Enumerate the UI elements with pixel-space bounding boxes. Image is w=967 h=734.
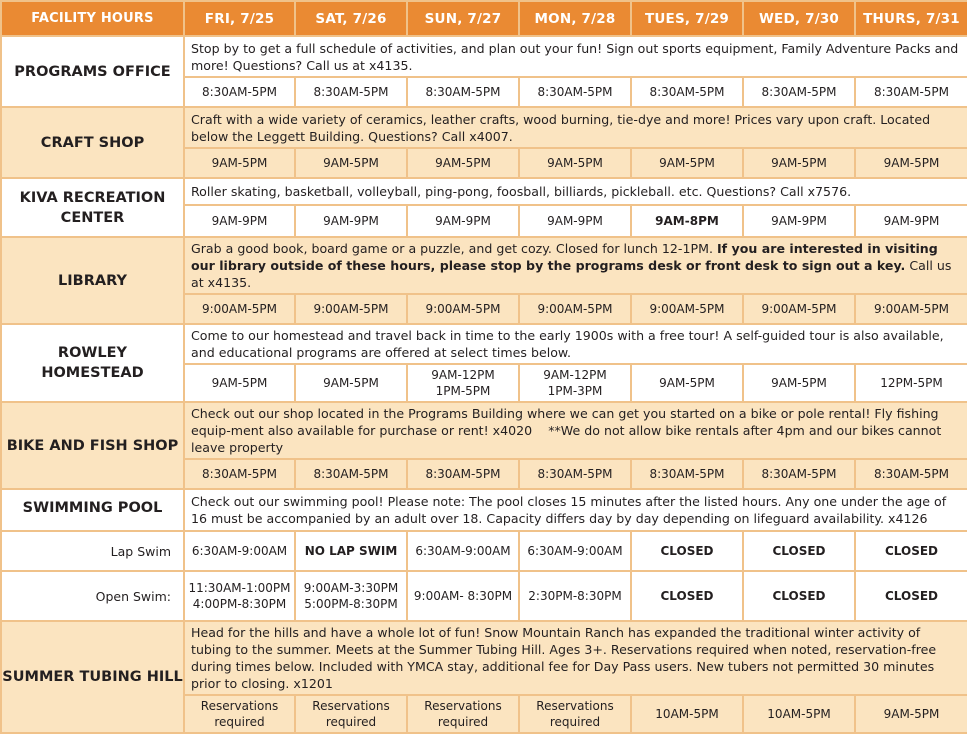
facility-description: Head for the hills and have a whole lot of fun! Snow Mountain Ranch has expanded the traditional winter activity of tubing to the summer. Meets at the Summer Tubing Hill. Ages 3+. Reservations required when noted, reservation-free during times below. Included with YMCA stay, additional fee for Day Pass users. New tubers not permitted 30 minutes prior to closing. x1201: [184, 621, 967, 695]
craft-desc-row: [1, 107, 967, 148]
hours-cell: 9:00AM-5PM: [631, 294, 743, 324]
hours-cell: 9:00AM-5PM: [407, 294, 519, 324]
hours-cell: CLOSED: [743, 531, 855, 571]
hours-line: required: [325, 715, 377, 729]
hours-cell: 8:30AM-5PM: [743, 459, 855, 489]
hours-cell: 9AM-9PM: [184, 205, 295, 237]
hours-cell: 9:00AM-5PM: [743, 294, 855, 324]
hours-cell: [855, 571, 967, 621]
hours-cell: 9AM-9PM: [407, 205, 519, 237]
hours-line: 9AM-12PM: [543, 368, 607, 382]
facility-description: Stop by to get a full schedule of activities, and plan out your fun! Sign out sports equipment, Family Adventure Packs and more! Questions? Call us at x4135.: [184, 36, 967, 77]
facility-description: [184, 402, 967, 459]
hours-line: Reservations: [536, 699, 614, 713]
hours-cell: [407, 695, 519, 733]
hours-line: 10AM-5PM: [655, 707, 719, 721]
facility-name: BIKE AND FISH SHOP: [1, 402, 184, 489]
hours-line: required: [549, 715, 601, 729]
hours-cell: 9AM-5PM: [519, 148, 631, 178]
kiva-desc-row: [1, 178, 967, 205]
facility-name: SUMMER TUBING HILL: [1, 621, 184, 733]
hours-cell: [743, 364, 855, 402]
hours-cell: CLOSED: [631, 531, 743, 571]
hours-cell: 6:30AM-9:00AM: [407, 531, 519, 571]
hours-cell: [407, 571, 519, 621]
header-day: MON, 7/28: [519, 1, 631, 36]
hours-line: Reservations: [312, 699, 390, 713]
hours-cell: NO LAP SWIM: [295, 531, 407, 571]
hours-cell: 9AM-5PM: [743, 148, 855, 178]
description-text: Call us at x4135.: [191, 258, 952, 290]
description-emphasis: If you are interested in visiting our library outside of these hours, please stop by the programs desk or front desk to sign out a key.: [191, 241, 938, 273]
hours-line: Reservations: [200, 699, 279, 713]
header-day: WED, 7/30: [743, 1, 855, 36]
description-text: Check out our shop located in the Programs Building where we can get you started on a bike or pole rental! Fly fishing equip-ment also available for purchase or rent! x4020: [191, 406, 939, 438]
hours-cell: 8:30AM-5PM: [407, 77, 519, 107]
hours-line: 9AM-5PM: [771, 376, 827, 390]
hours-line: 9:00AM- 8:30PM: [413, 589, 513, 603]
header-day: TUES, 7/29: [631, 1, 743, 36]
pool-desc-row: [1, 489, 967, 531]
hours-line: 5:00PM-8:30PM: [304, 597, 398, 611]
hours-cell: 9AM-8PM: [631, 205, 743, 237]
lap-swim-label: Lap Swim: [1, 531, 184, 571]
hours-cell: [407, 364, 519, 402]
hours-line: CLOSED: [660, 589, 714, 603]
hours-cell: 9AM-5PM: [855, 148, 967, 178]
hours-cell: [743, 695, 855, 733]
hours-cell: 8:30AM-5PM: [631, 77, 743, 107]
hours-line: 9AM-12PM: [431, 368, 495, 382]
hours-cell: 8:30AM-5PM: [407, 459, 519, 489]
hours-cell: 8:30AM-5PM: [295, 459, 407, 489]
hours-line: 1PM-5PM: [435, 384, 491, 398]
hours-line: 4:00PM-8:30PM: [192, 597, 287, 611]
description-text: **We do not allow bike rentals after 4pm and our bikes cannot leave property: [191, 423, 942, 455]
header-day: FRI, 7/25: [184, 1, 295, 36]
facility-description: Craft with a wide variety of ceramics, leather crafts, wood burning, tie-dye and more! Prices vary upon craft. Located below the Leggett Building. Questions? Call x4007.: [184, 107, 967, 148]
hours-cell: 9AM-9PM: [743, 205, 855, 237]
library-desc-row: [1, 237, 967, 294]
hours-line: CLOSED: [772, 589, 826, 603]
facility-name-line: HOMESTEAD: [41, 365, 144, 381]
hours-line: required: [214, 715, 265, 729]
tubing-desc-row: [1, 621, 967, 695]
hours-cell: 9AM-9PM: [855, 205, 967, 237]
hours-cell: [631, 364, 743, 402]
facility-description: Check out our swimming pool! Please note: The pool closes 15 minutes after the listed hours. Any one under the age of 16 must be accompanied by an adult over 18. Capacity differs day by day depending on lifeguard availability. x4126: [184, 489, 967, 531]
hours-cell: [184, 364, 295, 402]
description-text: Grab a good book, board game or a puzzle, and get cozy. Closed for lunch 12-1PM.: [191, 241, 713, 256]
hours-line: 11:30AM-1:00PM: [188, 581, 291, 595]
hours-cell: [184, 571, 295, 621]
pool-lap-row: [1, 531, 967, 571]
hours-cell: 9AM-5PM: [407, 148, 519, 178]
hours-cell: 8:30AM-5PM: [743, 77, 855, 107]
hours-cell: 8:30AM-5PM: [519, 459, 631, 489]
hours-cell: 9AM-5PM: [184, 148, 295, 178]
facility-name: [1, 178, 184, 237]
hours-cell: [519, 695, 631, 733]
hours-cell: 9AM-9PM: [295, 205, 407, 237]
open-swim-label: Open Swim:: [1, 571, 184, 621]
hours-line: 2:30PM-8:30PM: [528, 589, 622, 603]
hours-cell: [295, 695, 407, 733]
hours-cell: 9AM-5PM: [631, 148, 743, 178]
header-day: SAT, 7/26: [295, 1, 407, 36]
bike-desc-row: [1, 402, 967, 459]
hours-cell: 8:30AM-5PM: [184, 77, 295, 107]
pool-open-row: [1, 571, 967, 621]
hours-line: CLOSED: [884, 589, 939, 603]
header-day: THURS, 7/31: [855, 1, 967, 36]
hours-line: 1PM-3PM: [547, 384, 603, 398]
hours-line: 9:00AM-3:30PM: [303, 581, 399, 595]
programs-desc-row: [1, 36, 967, 77]
hours-cell: 9:00AM-5PM: [184, 294, 295, 324]
hours-line: 9AM-5PM: [883, 707, 940, 721]
facility-description: Come to our homestead and travel back in time to the early 1900s with a free tour! A self-guided tour is also available, and educational programs are offered at select times below.: [184, 324, 967, 364]
hours-cell: [295, 571, 407, 621]
facility-name: PROGRAMS OFFICE: [1, 36, 184, 107]
hours-line: 12PM-5PM: [880, 376, 943, 390]
hours-cell: [295, 364, 407, 402]
hours-cell: [184, 695, 295, 733]
header-row: [1, 1, 967, 36]
hours-cell: 9:00AM-5PM: [519, 294, 631, 324]
hours-cell: 8:30AM-5PM: [631, 459, 743, 489]
facility-name: CRAFT SHOP: [1, 107, 184, 178]
facility-name: SWIMMING POOL: [1, 489, 184, 531]
facility-name-line: ROWLEY: [57, 345, 128, 361]
hours-cell: 8:30AM-5PM: [855, 77, 967, 107]
hours-cell: [519, 364, 631, 402]
facility-name-line: KIVA RECREATION: [19, 189, 166, 206]
hours-line: 10AM-5PM: [767, 707, 831, 721]
hours-cell: 6:30AM-9:00AM: [519, 531, 631, 571]
facility-name-line: CENTER: [60, 209, 125, 226]
facility-name: LIBRARY: [1, 237, 184, 324]
hours-line: 9AM-5PM: [323, 376, 379, 390]
hours-cell: 8:30AM-5PM: [184, 459, 295, 489]
hours-cell: [631, 571, 743, 621]
hours-cell: 9AM-9PM: [519, 205, 631, 237]
hours-cell: [855, 695, 967, 733]
hours-cell: 9:00AM-5PM: [855, 294, 967, 324]
hours-cell: 9AM-5PM: [295, 148, 407, 178]
hours-line: Reservations: [424, 699, 502, 713]
rowley-desc-row: [1, 324, 967, 364]
hours-cell: 8:30AM-5PM: [295, 77, 407, 107]
header-day: SUN, 7/27: [407, 1, 519, 36]
facility-description: Roller skating, basketball, volleyball, ping-pong, foosball, billiards, pickleball. etc. Questions? Call x7576.: [184, 178, 967, 205]
hours-cell: CLOSED: [855, 531, 967, 571]
facility-description: [184, 237, 967, 294]
hours-cell: 8:30AM-5PM: [855, 459, 967, 489]
hours-cell: [855, 364, 967, 402]
hours-cell: [519, 571, 631, 621]
facility-name: [1, 324, 184, 402]
hours-line: required: [437, 715, 489, 729]
hours-cell: 8:30AM-5PM: [519, 77, 631, 107]
header-facility: FACILITY HOURS: [1, 1, 184, 36]
hours-line: 9AM-5PM: [211, 376, 268, 390]
hours-cell: [631, 695, 743, 733]
hours-line: 9AM-5PM: [659, 376, 715, 390]
hours-cell: [743, 571, 855, 621]
hours-cell: 9:00AM-5PM: [295, 294, 407, 324]
hours-cell: 6:30AM-9:00AM: [184, 531, 295, 571]
